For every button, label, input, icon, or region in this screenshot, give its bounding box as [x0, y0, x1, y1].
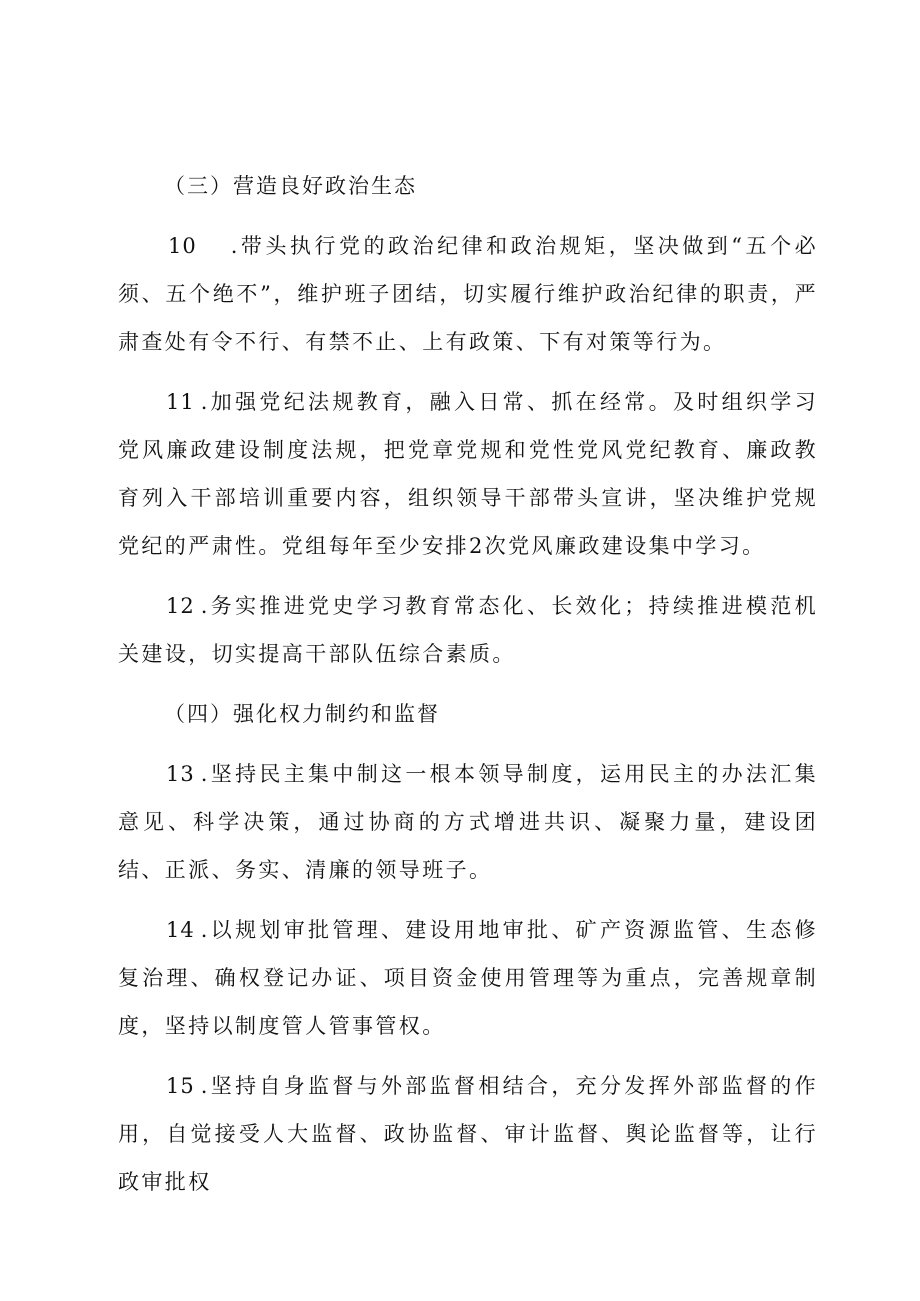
list-item-14: [118, 906, 818, 1050]
list-item-13: [118, 750, 818, 894]
item-text: .坚持自身监督与外部监督相结合，充分发挥外部监督的作用，自觉接受人大监督、政协监督、审计监督、舆论监督等，让行政审批权: [118, 1074, 818, 1194]
list-item-10: [118, 222, 818, 366]
item-number: 13: [166, 762, 195, 786]
item-text: .坚持民主集中制这一根本领导制度，运用民主的办法汇集意见、科学决策，通过协商的方式增进共识、凝聚力量，建设团结、正派、务实、清廉的领导班子。: [118, 762, 818, 882]
list-item-11: [118, 378, 818, 570]
item-text: .加强党纪法规教育，融入日常、抓在经常。及时组织学习党风廉政建设制度法规，把党章党规和党性党风党纪教育、廉政教育列入干部培训重要内容，组织领导干部带头宣讲，坚决维护党规党纪的严肃性。党组每年至少安排2次党风廉政建设集中学习。: [118, 390, 818, 558]
item-text: .带头执行党的政治纪律和政治规矩，坚决做到“五个必须、五个绝不”，维护班子团结，切实履行维护政治纪律的职责，严肃查处有令不行、有禁不止、上有政策、下有对策等行为。: [118, 234, 818, 354]
item-number: 15: [166, 1074, 195, 1098]
item-number: 12: [166, 594, 195, 618]
list-item-15: [118, 1062, 818, 1206]
item-text: .以规划审批管理、建设用地审批、矿产资源监管、生态修复治理、确权登记办证、项目资金使用管理等为重点，完善规章制度，坚持以制度管人管事管权。: [118, 918, 818, 1038]
section-heading-4: （四）强化权力制约和监督: [164, 702, 440, 726]
section-heading-3: （三）营造良好政治生态: [164, 174, 417, 198]
item-text: .务实推进党史学习教育常态化、长效化；持续推进模范机关建设，切实提高干部队伍综合素质。: [118, 594, 818, 666]
item-number: 10: [168, 234, 197, 258]
item-number: 11: [166, 390, 195, 414]
document-body: [118, 162, 818, 1218]
list-item-12: [118, 582, 818, 678]
item-number: 14: [166, 918, 195, 942]
